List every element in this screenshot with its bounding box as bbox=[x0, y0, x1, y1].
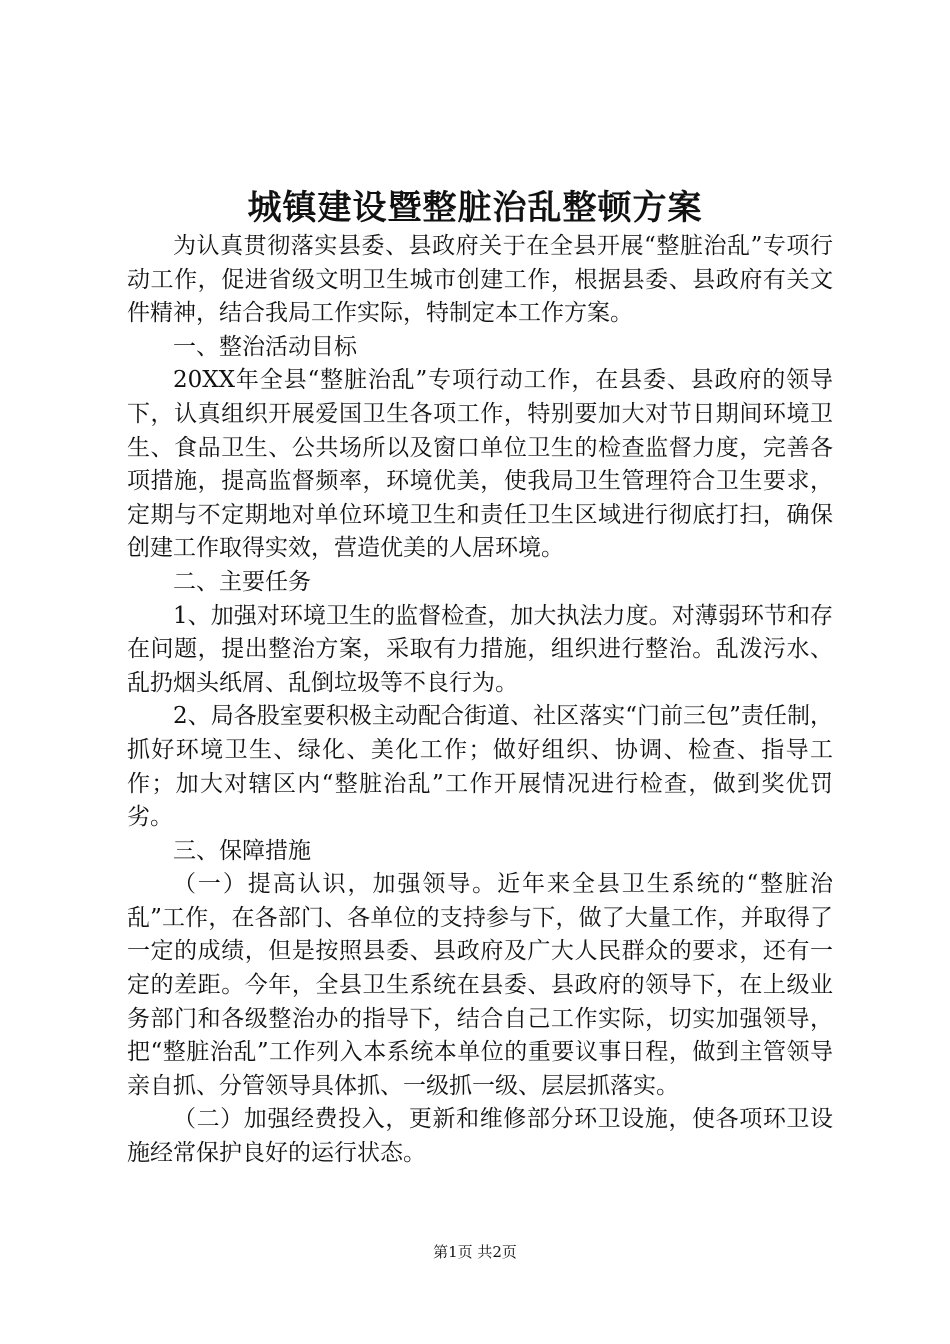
paragraph-task-1: 1、加强对环境卫生的监督检查，加大执法力度。对薄弱环节和存在问题，提出整治方案，采取有力措施，组织进行整治。乱泼污水、乱扔烟头纸屑、乱倒垃圾等不良行为。 bbox=[127, 602, 833, 696]
paragraph-goals: 20XX年全县“整脏治乱”专项行动工作，在县委、县政府的领导下，认真组织开展爱国卫生各项工作，特别要加大对节日期间环境卫生、食品卫生、公共场所以及窗口单位卫生的检查监督力度，完善各项措施，提高监督频率，环境优美，使我局卫生管理符合卫生要求，定期与不定期地对单位环境卫生和责任卫生区域进行彻底打扫，确保创建工作取得实效，营造优美的人居环境。 bbox=[127, 367, 833, 562]
document-title: 城镇建设暨整脏治乱整顿方案 bbox=[247, 188, 703, 228]
paragraph-intro: 为认真贯彻落实县委、县政府关于在全县开展“整脏治乱”专项行动工作，促进省级文明卫生城市创建工作，根据县委、县政府有关文件精神，结合我局工作实际，特制定本工作方案。 bbox=[127, 233, 833, 327]
heading-measures: 三、保障措施 bbox=[173, 837, 311, 864]
heading-tasks: 二、主要任务 bbox=[173, 568, 311, 595]
page-footer: 第1页 共2页 bbox=[433, 1243, 517, 1261]
paragraph-task-2: 2、局各股室要积极主动配合街道、社区落实“门前三包”责任制，抓好环境卫生、绿化、美化工作；做好组织、协调、检查、指导工作；加大对辖区内“整脏治乱”工作开展情况进行检查，做到奖优罚劣。 bbox=[127, 703, 833, 831]
paragraph-measure-1: （一）提高认识，加强领导。近年来全县卫生系统的“整脏治乱”工作，在各部门、各单位的支持参与下，做了大量工作，并取得了一定的成绩，但是按照县委、县政府及广大人民群众的要求，还有一定的差距。今年，全县卫生系统在县委、县政府的领导下，在上级业务部门和各级整治办的指导下，结合自己工作实际，切实加强领导，把“整脏治乱”工作列入本系统本单位的重要议事日程，做到主管领导亲自抓、分管领导具体抓、一级抓一级、层层抓落实。 bbox=[127, 871, 833, 1099]
heading-goals: 一、整治活动目标 bbox=[173, 333, 357, 360]
document-body bbox=[127, 230, 833, 1171]
paragraph-measure-2: （二）加强经费投入，更新和维修部分环卫设施，使各项环卫设施经常保护良好的运行状态。 bbox=[127, 1106, 833, 1167]
